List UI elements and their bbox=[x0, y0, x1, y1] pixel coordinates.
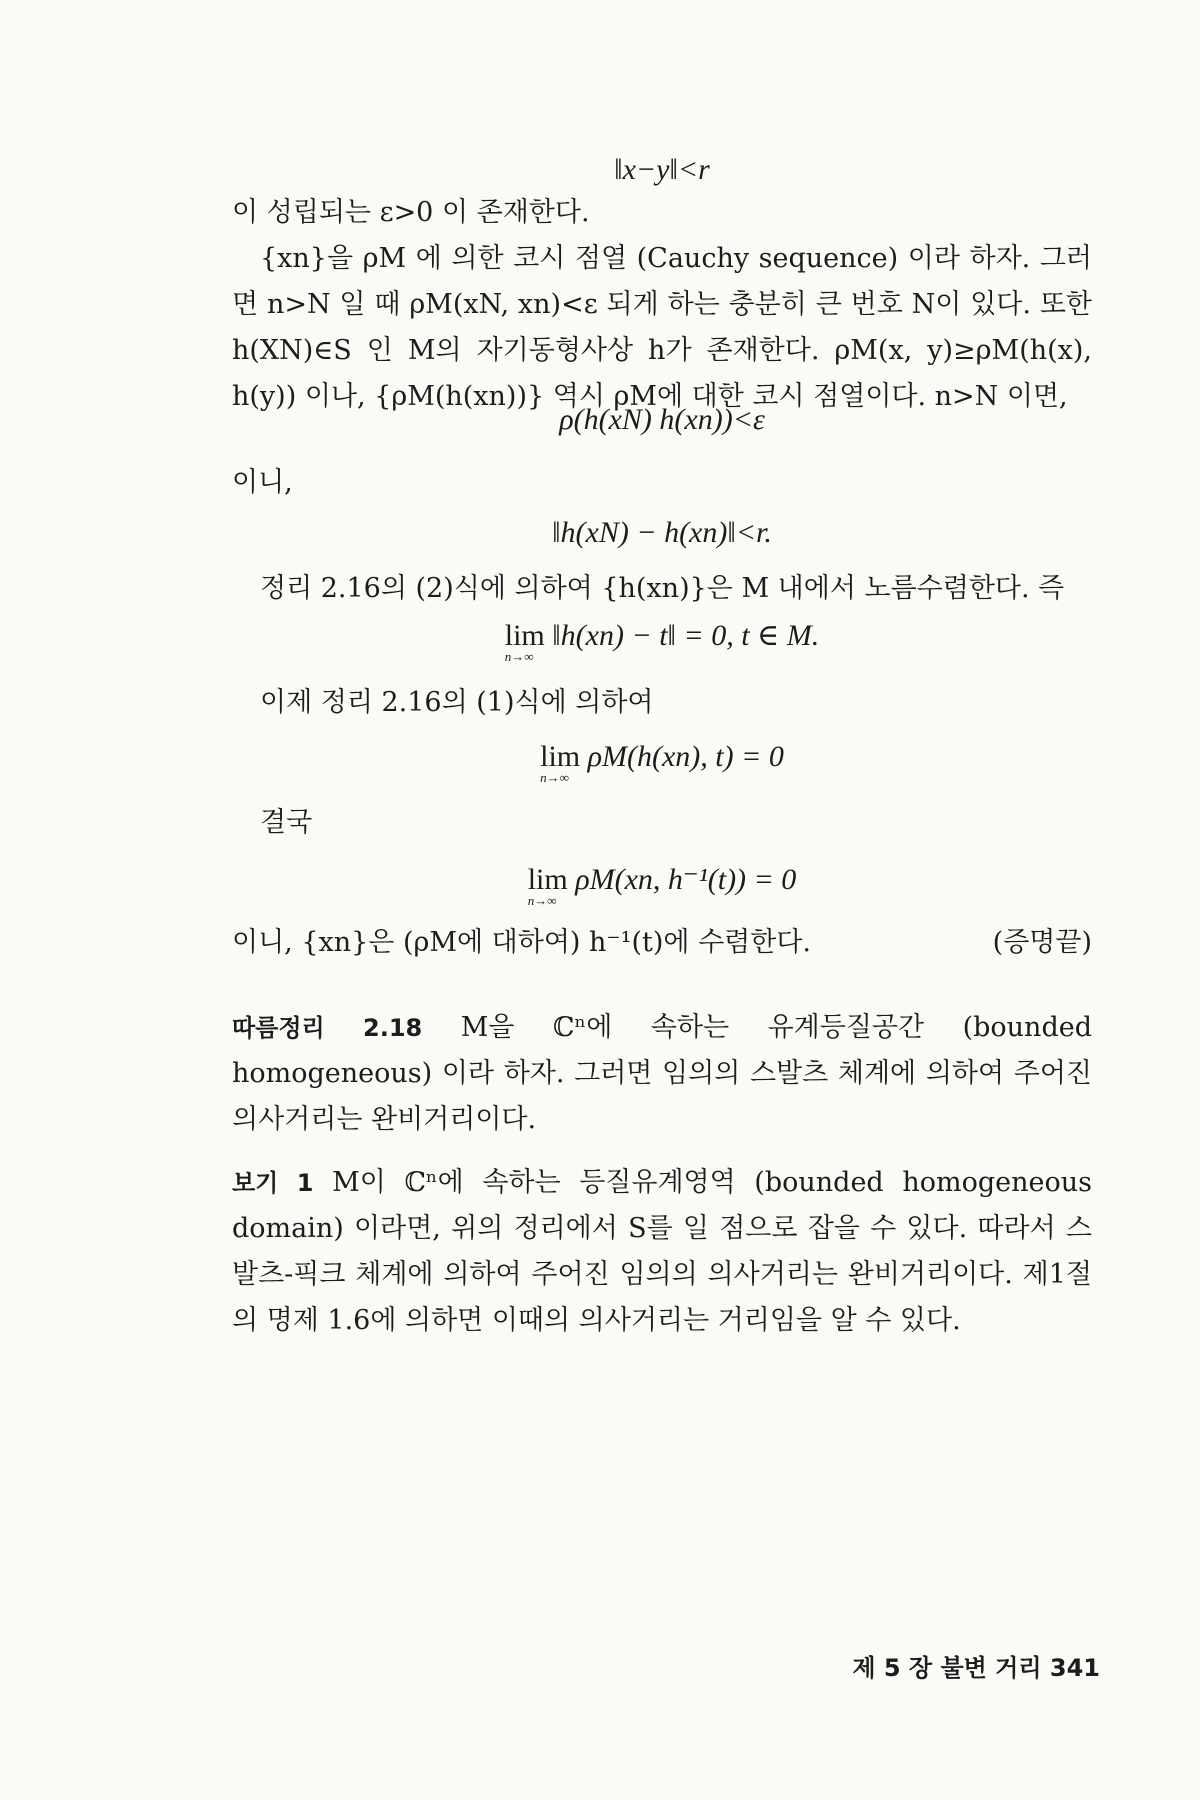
equation-5-body: ρM(h(xn), t) = 0 bbox=[580, 740, 784, 773]
lim-subscript: n→∞ bbox=[527, 893, 557, 908]
equation-6-body: ρM(xn, h⁻¹(t)) = 0 bbox=[567, 863, 797, 896]
paragraph-7-line bbox=[232, 920, 1092, 966]
paragraph-3: 이니, bbox=[232, 467, 293, 498]
example-text: M이 ℂⁿ에 속하는 등질유계영역 (bounded homogeneous domain) 이라면, 위의 정리에서 S를 일 점으로 잡을 수 있다. 따라서 스발츠-픽크 체계에 의하여 주어진 임의의 의사거리는 완비거리이다. 제1절의 명제 1.6에 의하면 이때의 의사거리는 거리임을 알 수 있다. bbox=[232, 1167, 1092, 1336]
corollary-2-18 bbox=[232, 1005, 1092, 1143]
equation-3: ‖h(xN) − h(xn)‖<r. bbox=[552, 516, 772, 549]
lim-subscript: n→∞ bbox=[504, 649, 534, 664]
corollary-text: M을 ℂⁿ에 속하는 유계등질공간 (bounded homogeneous) 이라 하자. 그러면 임의의 스발츠 체계에 의하여 주어진 의사거리는 완비거리이다. bbox=[232, 1012, 1092, 1135]
equation-6 bbox=[232, 860, 1092, 908]
equation-5 bbox=[232, 737, 1092, 785]
lim-subscript: n→∞ bbox=[540, 770, 569, 785]
lim-operator: lim n→∞ bbox=[504, 619, 545, 664]
equation-1: ‖x−y‖<r bbox=[614, 153, 710, 186]
paragraph-2: {xn}을 ρM 에 의한 코시 점열 (Cauchy sequence) 이라 하자. 그러면 n>N 일 때 ρM(xN, xn)<ε 되게 하는 충분히 큰 번호 N이 있다. 또한 h(XN)∈S 인 M의 자기동형사상 h가 존재한다. ρM(x, y)≥ρM(h(x), h(y)) 이나, {ρM(h(xn))} 역시 ρM에 대한 코시 점열이다. n>N 이면, bbox=[232, 243, 1092, 412]
lim-operator: lim n→∞ bbox=[540, 740, 581, 785]
equation-2: ρ(h(xN) h(xn))<ε bbox=[559, 403, 765, 436]
paragraph-6: 결국 bbox=[260, 807, 313, 838]
paragraph-7: 이니, {xn}은 (ρM에 대하여) h⁻¹(t)에 수렴한다. bbox=[232, 927, 812, 958]
example-1 bbox=[232, 1160, 1092, 1344]
paragraph-5: 이제 정리 2.16의 (1)식에 의하여 bbox=[260, 687, 654, 718]
page-footer: 제 5 장 불변 거리 341 bbox=[852, 1654, 1100, 1682]
example-label: 보기 1 bbox=[232, 1169, 314, 1197]
equation-4-body: ‖h(xn) − t‖ = 0, t ∈ M. bbox=[544, 619, 820, 652]
corollary-label: 따름정리 2.18 bbox=[232, 1014, 423, 1042]
lim-operator: lim n→∞ bbox=[527, 863, 568, 908]
qed-mark: (증명끝) bbox=[992, 927, 1092, 958]
paragraph-4: 정리 2.16의 (2)식에 의하여 {h(xn)}은 M 내에서 노름수렴한다. 즉 bbox=[260, 573, 1065, 604]
equation-4 bbox=[232, 616, 1092, 664]
paragraph-1: 이 성립되는 ε>0 이 존재한다. bbox=[232, 197, 590, 228]
